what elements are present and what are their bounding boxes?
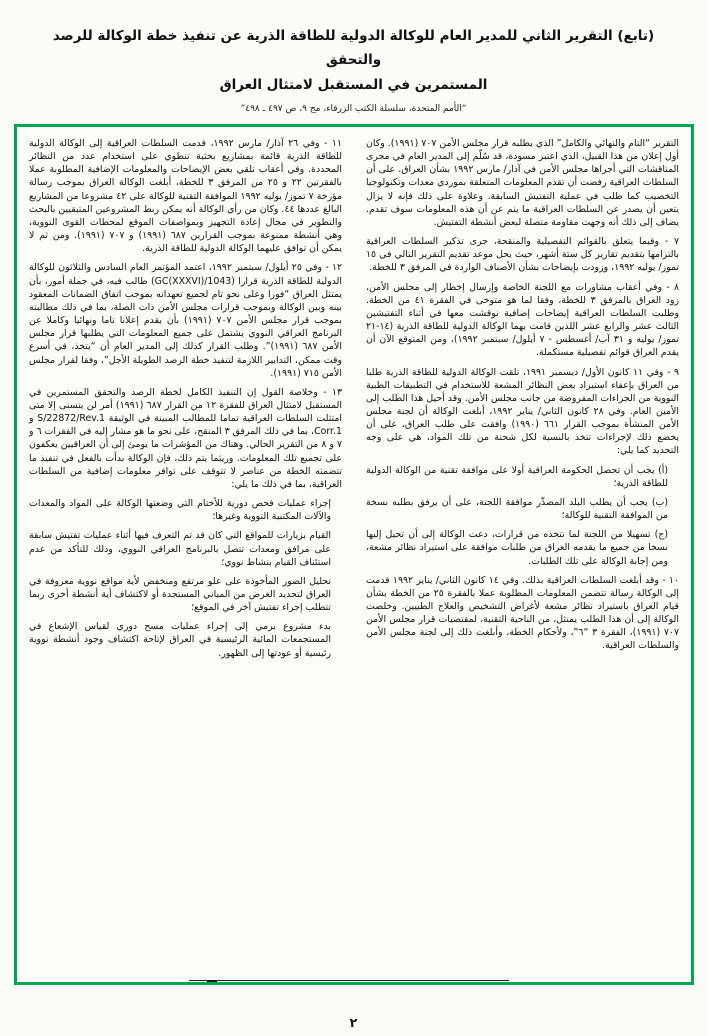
- list-item-radiation-survey: بدء مشروع يرمي إلى إجراء عمليات مسح دوري لقياس الإشعاع في المستجمعات المائية الرئيسية في العراق لإتاحة اكتشاف وجود أنشطة نووية رئيسية أو عودتها إلى الظهور.: [29, 621, 331, 659]
- document-title-line-1: (تابع) التقرير الثاني للمدير العام للوكالة الدولية للطاقة الذرية عن تنفيذ خطة الوكالة للرصد والتحقق: [52, 28, 655, 69]
- text-column-left: [29, 137, 342, 966]
- paragraph-12: ١٢ - وفي ٢٥ أيلول/ سبتمبر ١٩٩٢، اعتمد المؤتمر العام السادس والثلاثون للوكالة الدولية للطاقة الذرية قرارا (GC(XXXVI)/1043) طالب فيه، في جملة أمور، بأن يمتثل العراق “فورا وعلى نحو تام لجميع تعهداته بموجب اتفاق الضمانات المعقود بينه وبين الوكالة وبموجب قرارات مجلس الأمن ذات الصلة، بما في ذلك مطالبته بموجب قرار مجلس الأمن ٧٠٧ (١٩٩١) بأن يقدم إعلانا تاما ونهائيا وكاملا عن البرنامج العراقي النووي يشتمل على جميع المعلومات التي يطلبها قرار مجلس الأمن ٦٨٧ (١٩٩١)”. وطلب القرار كذلك إلى المدير العام أن “يتخذ، في أسرع وقت ممكن، التدابير اللازمة لتنفيذ خطة الرصد الطويلة الأجل”، وفقا لقرار مجلس الأمن ٧١٥ (١٩٩١).: [29, 262, 343, 379]
- highlight-border-box: [14, 124, 694, 985]
- document-header: [0, 0, 707, 118]
- list-item-a: (أ) يجب أن تحصل الحكومة العراقية أولا على موافقة تقنية من الوكالة الدولية للطاقة الذرية؛: [366, 464, 668, 489]
- paragraph-continuation: التقرير “التام والنهائي والكامل” الذي يطلبه قرار مجلس الأمن ٧٠٧ (١٩٩١). وكان أول إعلان من هذا القبيل، الذي اعتبر مسودة، قد سُلّم إلى المدير العام في مجرى المناقشات التي أجراها مجلس الأمن في آذار/ مارس ١٩٩٢ بشأن العراق. على أن السلطات العراقية رفضت أن تقدم المعلومات المتعلقة بموردي معدات وتكنولوجيا التخصيب كما طلب في عملية التفتيش السابقة. وعلاوة على ذلك فإنه لا يزال يتعين أن يصدر عن السلطات العراقية ما ينم عن أن هذه المعلومات سوف تقدم. يضاف إلى ذلك أنه وجهت مقاومة متصلة لبعض أنشطة التفتيش.: [366, 138, 679, 228]
- paragraph-10: ١٠ - وقد أبلغت السلطات العراقية بذلك. وفي ١٤ كانون الثاني/ يناير ١٩٩٢ قدمت إلى الوكالة رسالة تتضمن المعلومات المطلوبة عملا بالفقرة ٢٥ من الخطة بشأن قيام العراق باستيراد نظائر مشعة لأغراض التشخيص والعلاج الطبيين. وخلصت الوكالة إلى أن هذا الطلب يمتثل، من الناحية التقنية، لمقتضيات قرار مجلس الأمن ٧٠٧ (١٩٩١)، الفقرة ٣ “٦”، ولأحكام الخطة، وأبلغت ذلك إلى لجنة مجلس الأمن والسلطات العراقية.: [366, 574, 679, 652]
- footnote-separator-rule: [189, 980, 509, 981]
- list-item-imagery-analysis: تحليل الصور المأخوذة على علو مرتفع ومنخفض لأية مواقع نووية معروفة في العراق لتحديد الغرض من المباني المستجدة أو لاكتشاف أية أنشطة أخرى ربما تتطلب إجراء تفتيش آخر في الموقع؛: [29, 575, 331, 614]
- page-number: ٢: [349, 1015, 358, 1030]
- document-source-citation: “الأمم المتحدة، سلسلة الكتب الزرقاء، مج ٩، ص ٤٩٧ ـ ٤٩٨”: [240, 103, 467, 114]
- paragraph-8: ٨ - وفي أعقاب مشاورات مع اللجنة الخاصة وإرسال إخطار إلى مجلس الأمن، زود العراق بالمرفق ٣ للخطة، وفقا لما هو متوخى في الفقرة ٤١ من الخطة. وطلبت السلطات العراقية إيضاحات إضافية نوقشت معها في أثناء التفتيشين الثالث عشر والرابع عشر اللذين قامت بهما الوكالة الدولية للطاقة الذرية (١٤-٢١ تموز/ يوليه و ٣١ آب/ أغسطس - ٧ أيلول/ سبتمبر ١٩٩٢)، ومن المتوقع الآن أن يقدم العراق قوائم تفصيلية مستكملة.: [366, 281, 680, 359]
- list-item-b: (ب) يجب أن يطلب البلد المصدِّر موافقة اللجنة، على أن يرفق بطلبه نسخة من الموافقة التقنية للوكالة؛: [366, 496, 668, 522]
- paragraph-7: ٧ - وفيما يتعلق بالقوائم التفصيلية والمنقحة، جرى تذكير السلطات العراقية بالتزامها بتقديم تقارير كل ستة أشهر، حيث يحل موعد تقديم التقرير التالي في ١٥ تموز/ يوليه ١٩٩٢، وزودت بإيضاحات بشأن الأصناف الواردة في المرفق ٣ للخطة.: [366, 236, 679, 274]
- list-item-c: (ج) تسهيلا من اللجنة لما تتخذه من قرارات، دعت الوكالة إلى أن تحيل إليها نسخا من جميع ما يقدمه العراق من طلبات موافقة على استيراد نظائر مشعة، ومن إجابة الوكالة على تلك الطلبات.: [366, 529, 668, 567]
- document-title-line-2: المستمرين في المستقبل لامتثال العراق: [219, 76, 488, 93]
- paragraph-13: ١٣ - وخلاصة القول إن التنفيذ الكامل لخطة الرصد والتحقق المستمرين في المستقبل لامتثال العراق للفقرة ١٢ من القرار ٦٨٧ (١٩٩١) أمر لن يتسنى إلا متى امتثلت السلطات العراقية تماما للمطالب المبينة في الوثيقة S/22872/Rev.1 و Corr.1، بما في ذلك المرفق ٣ المنقح، على نحو ما هو مشار إليه في الفقرات ٦ و ٧ و ٨ من التقرير الحالي. وهناك من المؤشرات ما يومئ إلى أن العراقيين يعكفون على تجميع تلك المعلومات. وريثما يتم ذلك، فإن الوكالة بدأت بالفعل في تنفيذ ما تتضمنه الخطة من عناصر لا تتوقف على توافر معلومات إضافية من السلطات العراقية، بما في ذلك ما يلي:: [29, 386, 342, 490]
- text-column-right: [366, 137, 679, 966]
- paragraph-9: ٩ - وفي ١١ كانون الأول/ ديسمبر ١٩٩١، تلقت الوكالة الدولية للطاقة الذرية طلبا من العراق بإعفاء استيراد بعض النظائر المشعة للاستخدام في التطبيقات الطبية النووية من الجزاءات المفروضة من جانب مجلس الأمن. وقد أحيل هذا الطلب إلى الأمين العام. وفي ٢٨ كانون الثاني/ يناير ١٩٩٢، أبلغت الوكالة أن لجنة مجلس الأمن المنشأة بموجب القرار ٦٦١ (١٩٩٠) وافقت على طلب العراق، على أن يخضع ذلك لإجراءات تتخذ بالنسبة لكل شحنة من تلك المواد، هي على وجه التحديد كما يلي:: [366, 366, 679, 457]
- paragraph-11: ١١ - وفي ٢٦ آذار/ مارس ١٩٩٢، قدمت السلطات العراقية إلى الوكالة الدولية للطاقة الذرية قائمة بمشاريع بحثية تنطوي على استخدام عدد من النظائر المحددة. وفي أعقاب تلقي بعض الإيضاحات والمعلومات الإضافية المطلوبة عملا بالفقرتين ٢٢ و ٢٥ من المرفق ٣ للخطة، أبلغت الوكالة العراق بموجب رسالة مؤرخة ٧ تموز/ يوليه ١٩٩٢ الموافقة التقنية للوكالة على ٤٢ مشروعا من المشاريع البالغ عددها ٤٤. وكان من رأي الوكالة أنه يمكن ربط المشروعين المتبقيين بالبحث والتطوير في مجال إعادة التجهيز وبمواصفات الموقع لمحطات القوى النووية، وهي أنشطة ممنوعة بموجب القرارين ٦٨٧ (١٩٩١) و ٧٠٧ (١٩٩١). ومن ثم لا يمكن أن توافق عليهما الوكالة الدولية للطاقة الذرية.: [29, 138, 343, 255]
- list-item-site-visits: القيام بزيارات للمواقع التي كان قد تم التعرف فيها أثناء عمليات تفتيش سابقة على مرافق ومعدات تتصل بالبرنامج العراقي النووي، وذلك للتأكد من عدم استئناف القيام بنشاط نووي؛: [29, 530, 331, 568]
- two-column-text-area: [29, 137, 679, 966]
- list-item-seals-check: إجراء عمليات فحص دورية للأختام التي وضعتها الوكالة على المواد والمعدات والآلات المكتبية النووية وغيرها؛: [29, 498, 331, 523]
